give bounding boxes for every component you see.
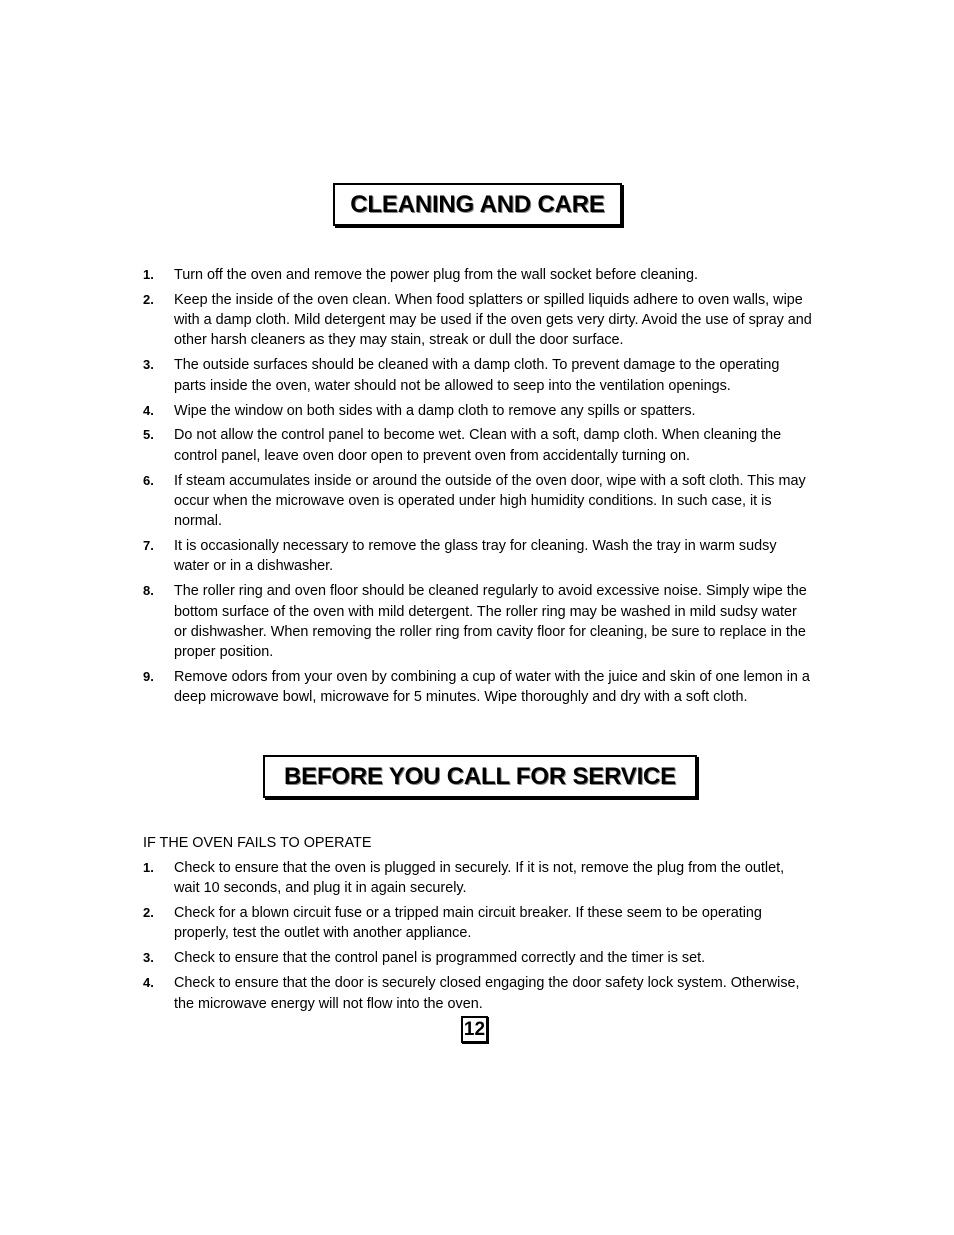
item-number: 2.	[143, 291, 154, 307]
item-text: Wipe the window on both sides with a damp cloth to remove any spills or spatters.	[174, 402, 696, 419]
item-number: 9.	[143, 669, 154, 685]
list-item	[143, 471, 813, 532]
service-checklist	[143, 858, 813, 1018]
item-text: Remove odors from your oven by combining a cup of water with the juice and skin of one lemon in a deep microwave bowl, microwave for 5 minutes. Wipe thoroughly and dry with a soft cloth.	[174, 669, 810, 706]
list-item	[143, 948, 813, 968]
list-item	[143, 903, 813, 944]
item-number: 4.	[143, 402, 154, 418]
before-you-call-for-service-heading: BEFORE YOU CALL FOR SERVICE	[263, 755, 697, 798]
cleaning-instructions-list	[143, 265, 813, 712]
item-number: 3.	[143, 950, 154, 966]
list-item	[143, 290, 813, 351]
item-text: Turn off the oven and remove the power plug from the wall socket before cleaning.	[174, 267, 698, 283]
item-number: 8.	[143, 583, 154, 599]
item-text: Check to ensure that the oven is plugged in securely. If it is not, remove the plug from the outlet, wait 10 seconds, and plug it in again securely.	[174, 860, 785, 897]
item-text: Keep the inside of the oven clean. When food splatters or spilled liquids adhere to oven walls, wipe with a damp cloth. Mild detergent may be used if the oven gets very dirty. Avoid the use of spray and other harsh cleaners as they may stain, streak or dull the door surface.	[174, 291, 812, 349]
item-number: 6.	[143, 472, 154, 488]
item-number: 7.	[143, 538, 154, 554]
list-item	[143, 355, 813, 396]
list-item	[143, 581, 813, 662]
item-text: Check for a blown circuit fuse or a tripped main circuit breaker. If these seem to be operating properly, test the outlet with another appliance.	[174, 905, 762, 942]
page-number: 12	[461, 1016, 488, 1043]
item-text: The roller ring and oven floor should be cleaned regularly to avoid excessive noise. Simply wipe the bottom surface of the oven with mild detergent. The roller ring may be washed in mild sudsy water or dishwasher. When removing the roller ring from cavity floor for cleaning, be sure to replace in the proper position.	[174, 583, 807, 661]
item-number: 5.	[143, 427, 154, 443]
list-item	[143, 265, 813, 285]
item-number: 2.	[143, 905, 154, 921]
fails-to-operate-subheading: IF THE OVEN FAILS TO OPERATE	[143, 835, 372, 851]
list-item	[143, 536, 813, 577]
item-text: It is occasionally necessary to remove the glass tray for cleaning. Wash the tray in warm sudsy water or in a dishwasher.	[174, 538, 777, 575]
item-text: Do not allow the control panel to become wet. Clean with a soft, damp cloth. When cleaning the control panel, leave oven door open to prevent oven from accidentally turning on.	[174, 427, 782, 464]
item-number: 1.	[143, 267, 154, 282]
item-text: The outside surfaces should be cleaned with a damp cloth. To prevent damage to the operating parts inside the oven, water should not be allowed to seep into the ventilation openings.	[174, 357, 780, 394]
list-item	[143, 667, 813, 708]
list-item	[143, 973, 813, 1014]
item-text: Check to ensure that the control panel is programmed correctly and the timer is set.	[174, 950, 706, 967]
list-item	[143, 401, 813, 421]
item-number: 3.	[143, 357, 154, 373]
item-text: If steam accumulates inside or around the outside of the oven door, wipe with a soft cloth. This may occur when the microwave oven is operated under high humidity conditions. In such case, it is normal.	[174, 472, 806, 530]
cleaning-and-care-heading: CLEANING AND CARE	[333, 183, 622, 226]
item-text: Check to ensure that the door is securely closed engaging the door safety lock system. Otherwise, the microwave energy will not flow into the oven.	[174, 975, 800, 1012]
list-item	[143, 425, 813, 466]
item-number: 1.	[143, 860, 154, 875]
item-number: 4.	[143, 975, 154, 991]
list-item	[143, 858, 813, 899]
